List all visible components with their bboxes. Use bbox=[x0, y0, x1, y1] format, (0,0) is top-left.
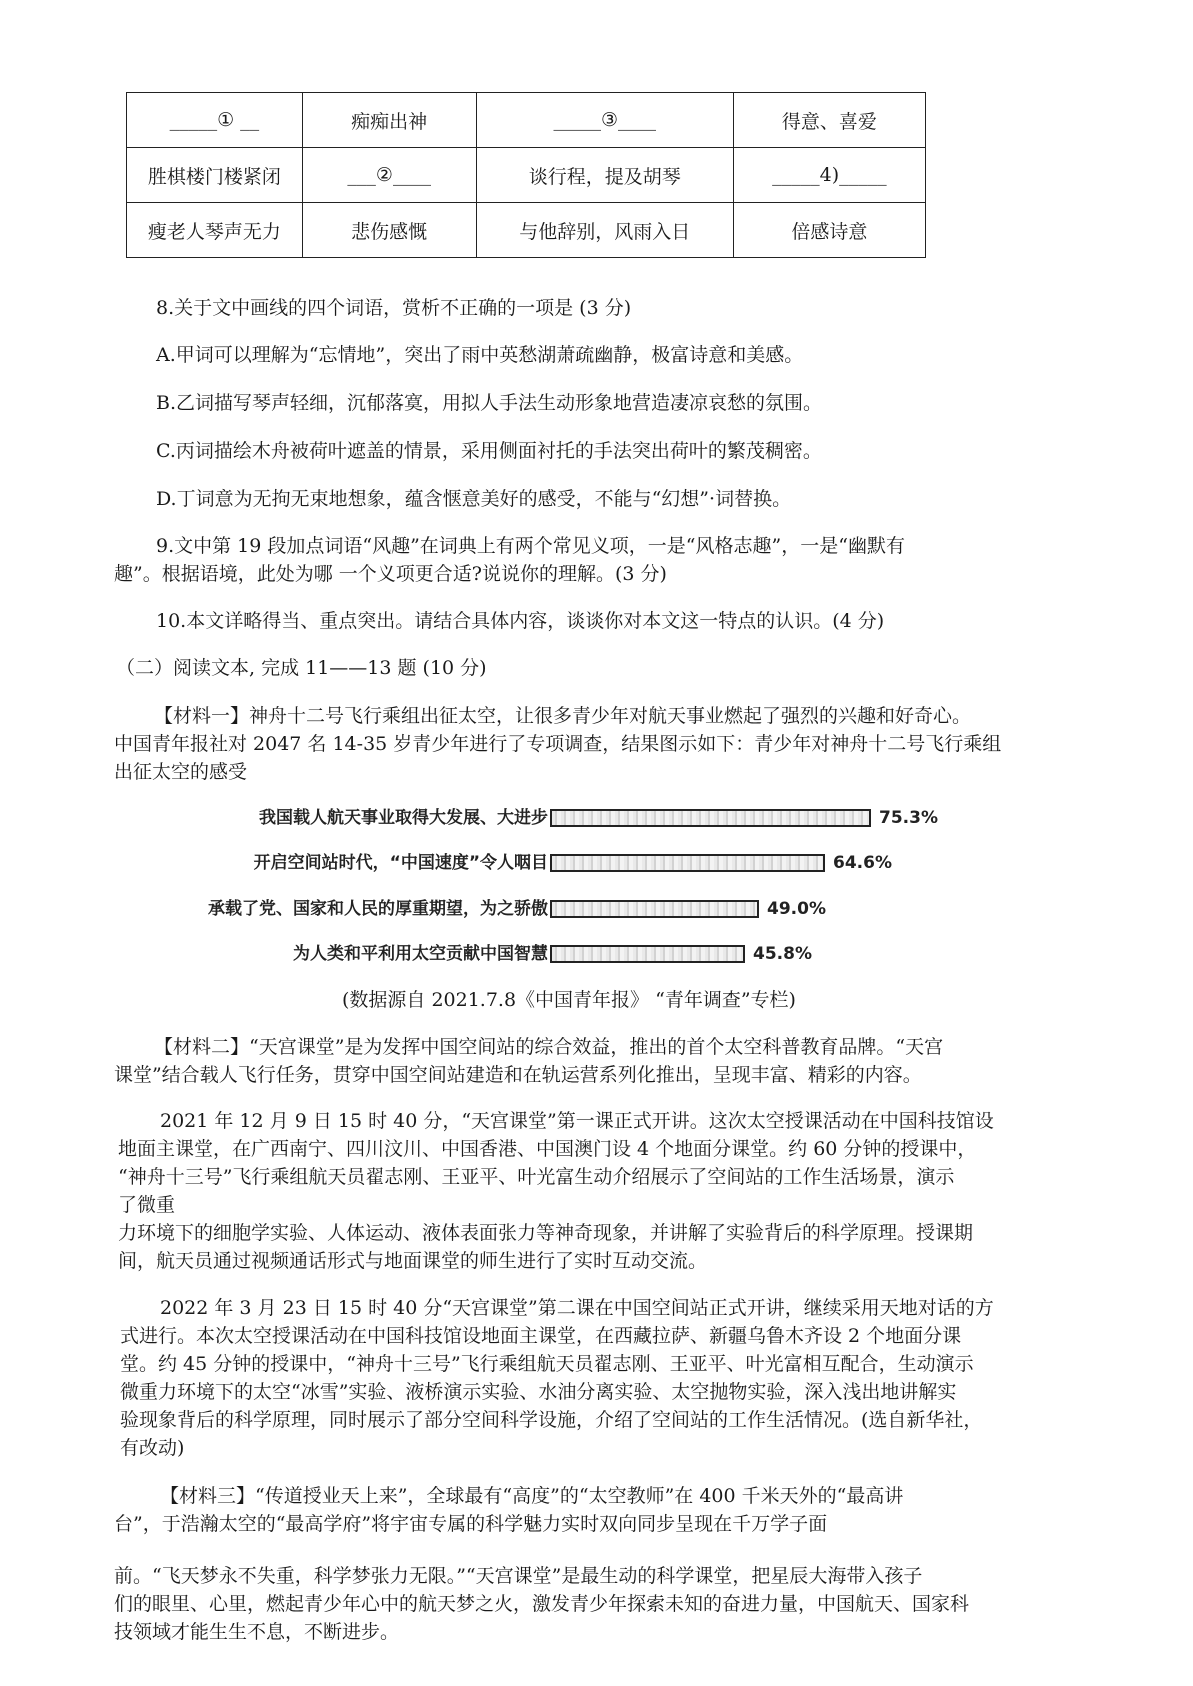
bar-value-label: 45.8% bbox=[753, 944, 812, 964]
table-cell: 悲伤感慨 bbox=[302, 203, 476, 258]
material-2-line: 式进行。本次太空授课活动在中国科技馆设地面主课堂，在西藏拉萨、新疆乌鲁木齐设 2 个地面分课 bbox=[120, 1325, 962, 1347]
bar-label: 承载了党、国家和人民的厚重期望，为之骄傲 bbox=[208, 899, 548, 919]
section-heading: （二）阅读文本, 完成 11——13 题 (10 分) bbox=[116, 657, 487, 679]
question-8-option-d: D.丁词意为无拘无束地想象，蕴含惬意美好的感受，不能与“幻想”·词替换。 bbox=[156, 488, 792, 510]
table-row bbox=[127, 93, 926, 148]
bar-value-label: 49.0% bbox=[767, 899, 826, 919]
question-8-option-c: C.丙词描绘木舟被荷叶遮盖的情景，采用侧面衬托的手法突出荷叶的繁茂稠密。 bbox=[156, 440, 822, 462]
material-1-line: 出征太空的感受 bbox=[114, 761, 248, 783]
bar bbox=[550, 945, 745, 963]
material-2-line: 微重力环境下的太空“冰雪”实验、液桥演示实验、水油分离实验、太空抛物实验，深入浅出地讲解实 bbox=[120, 1381, 957, 1403]
table-cell: _____① __ bbox=[127, 93, 303, 148]
bar-value-label: 75.3% bbox=[879, 808, 938, 828]
table-cell: _____③____ bbox=[476, 93, 733, 148]
material-2-line: “神舟十三号”飞行乘组航天员翟志刚、王亚平、叶光富生动介绍展示了空间站的工作生活场景，演示 bbox=[118, 1166, 955, 1188]
material-3-line: 们的眼里、心里，燃起青少年心中的航天梦之火，激发青少年探索未知的奋进力量，中国航天、国家科 bbox=[114, 1593, 970, 1615]
question-10: 10.本文详略得当、重点突出。请结合具体内容，谈谈你对本文这一特点的认识。(4 分) bbox=[156, 610, 885, 632]
material-2-line: 2021 年 12 月 9 日 15 时 40 分，“天宫课堂”第一课正式开讲。这次太空授课活动在中国科技馆设 bbox=[160, 1110, 994, 1132]
question-9-line: 趣”。根据语境，此处为哪 一个义项更合适?说说你的理解。(3 分) bbox=[114, 563, 667, 585]
chart-source: (数据源自 2021.7.8《中国青年报》 “青年调查”专栏) bbox=[342, 989, 796, 1011]
material-2-line: 有改动) bbox=[120, 1437, 185, 1459]
material-2-line: 课堂”结合载人飞行任务，贯穿中国空间站建造和在轨运营系列化推出，呈现丰富、精彩的内容。 bbox=[114, 1064, 922, 1086]
question-8-stem: 8.关于文中画线的四个词语，赏析不正确的一项是 (3 分) bbox=[156, 297, 632, 319]
material-1-line: 【材料一】神舟十二号飞行乘组出征太空，让很多青少年对航天事业燃起了强烈的兴趣和好奇心。 bbox=[154, 705, 972, 727]
material-3-line: 前。“飞天梦永不失重，科学梦张力无限。”“天宫课堂”是最生动的科学课堂，把星辰大海带入孩子 bbox=[114, 1565, 923, 1587]
table-cell: ___②____ bbox=[302, 148, 476, 203]
material-3-line: 技领域才能生生不息，不断进步。 bbox=[114, 1621, 400, 1643]
material-3-line: 【材料三】“传道授业天上来”，全球最有“高度”的“太空教师”在 400 千米天外的“最高讲 bbox=[160, 1485, 904, 1507]
table-cell: 倍感诗意 bbox=[733, 203, 925, 258]
table-cell: _____4)_____ bbox=[733, 148, 925, 203]
question-9-line: 9.文中第 19 段加点词语“风趣”在词典上有两个常见义项，一是“风格志趣”，一是“幽默有 bbox=[156, 535, 905, 557]
table-cell: 与他辞别，风雨入日 bbox=[476, 203, 733, 258]
material-2-line: 间，航天员通过视频通话形式与地面课堂的师生进行了实时互动交流。 bbox=[118, 1250, 708, 1272]
plot-table bbox=[126, 92, 926, 258]
material-2-line: 地面主课堂，在广西南宁、四川汶川、中国香港、中国澳门设 4 个地面分课堂。约 60 分钟的授课中， bbox=[118, 1138, 977, 1160]
table-cell: 痴痴出神 bbox=[302, 93, 476, 148]
material-2-line: 验现象背后的科学原理，同时展示了部分空间科学设施，介绍了空间站的工作生活情况。(选自新华社， bbox=[120, 1409, 983, 1431]
table-row bbox=[127, 148, 926, 203]
material-2-line: 2022 年 3 月 23 日 15 时 40 分“天宫课堂”第二课在中国空间站正式开讲，继续采用天地对话的方 bbox=[160, 1297, 994, 1319]
table-cell: 瘦老人琴声无力 bbox=[127, 203, 303, 258]
bar-label: 为人类和平利用太空贡献中国智慧 bbox=[293, 944, 548, 964]
bar-value-label: 64.6% bbox=[833, 853, 892, 873]
question-8-option-a: A.甲词可以理解为“忘情地”，突出了雨中英愁湖萧疏幽静，极富诗意和美感。 bbox=[156, 344, 804, 366]
bar-label: 开启空间站时代，“中国速度”令人咽目 bbox=[253, 853, 548, 873]
table-row bbox=[127, 203, 926, 258]
material-2-line: 堂。约 45 分钟的授课中，“神舟十三号”飞行乘组航天员翟志刚、王亚平、叶光富相互配合，生动演示 bbox=[120, 1353, 974, 1375]
material-2-line: 了微重 bbox=[118, 1194, 176, 1216]
bar-label: 我国载人航天事业取得大发展、大进步 bbox=[259, 808, 548, 828]
bar bbox=[550, 809, 871, 827]
material-2-line: 力环境下的细胞学实验、人体运动、液体表面张力等神奇现象，并讲解了实验背后的科学原理。授课期 bbox=[118, 1222, 974, 1244]
bar bbox=[550, 900, 759, 918]
material-1-line: 中国青年报社对 2047 名 14-35 岁青少年进行了专项调查，结果图示如下：青少年对神舟十二号飞行乘组 bbox=[114, 733, 1002, 755]
table-cell: 得意、喜爱 bbox=[733, 93, 925, 148]
bar bbox=[550, 854, 825, 872]
table-cell: 胜棋楼门楼紧闭 bbox=[127, 148, 303, 203]
material-2-line: 【材料二】“天宫课堂”是为发挥中国空间站的综合效益，推出的首个太空科普教育品牌。“天宫 bbox=[154, 1036, 944, 1058]
question-8-option-b: B.乙词描写琴声轻细，沉郁落寞，用拟人手法生动形象地营造凄凉哀愁的氛围。 bbox=[156, 392, 823, 414]
material-3-line: 台”，于浩瀚太空的“最高学府”将宇宙专属的科学魅力实时双向同步呈现在千万学子面 bbox=[114, 1513, 828, 1535]
table-cell: 谈行程，提及胡琴 bbox=[476, 148, 733, 203]
